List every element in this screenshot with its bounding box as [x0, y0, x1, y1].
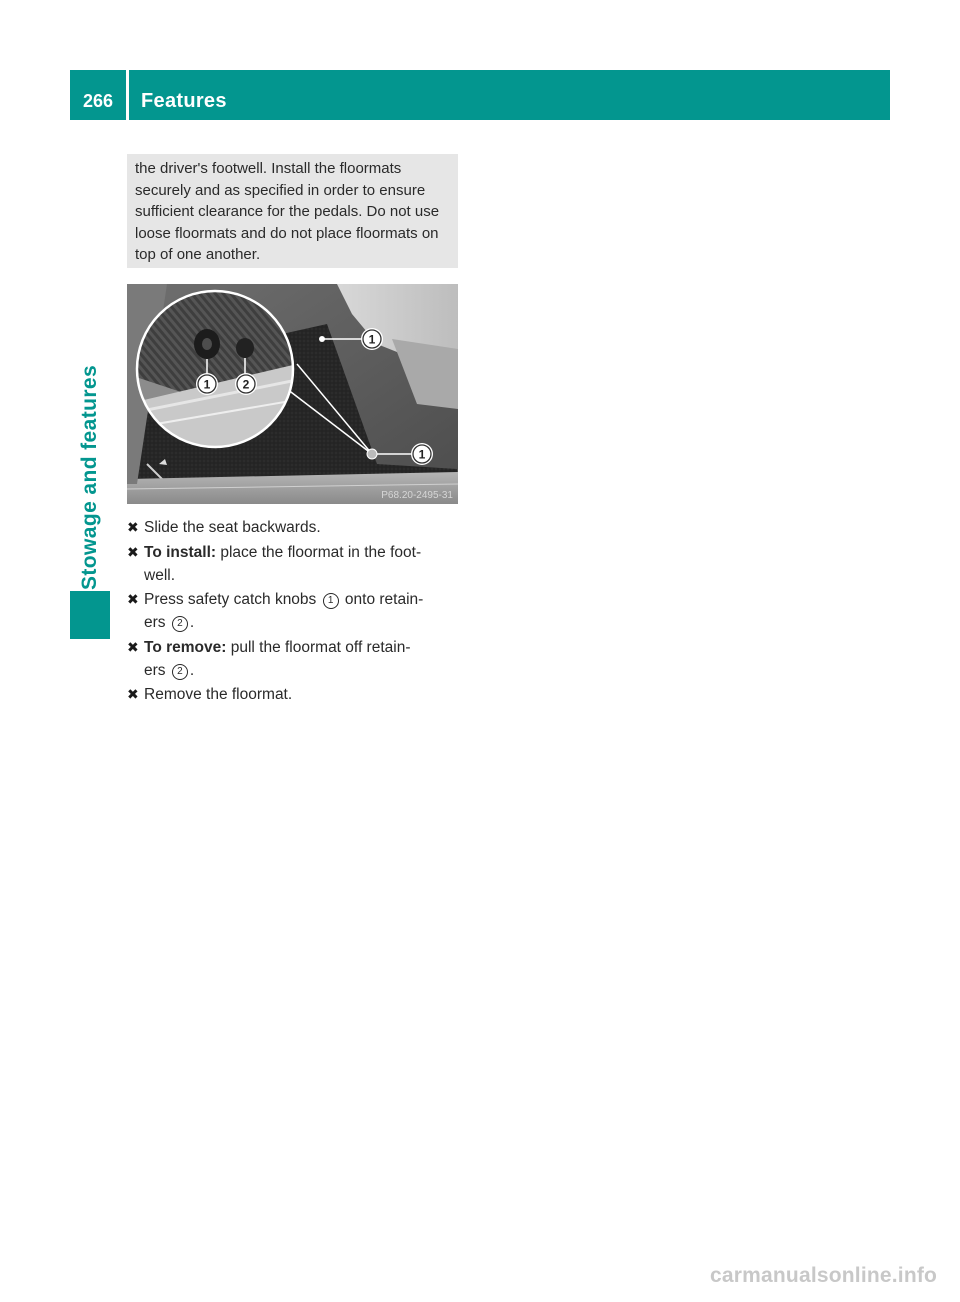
instruction-list: [127, 516, 462, 708]
arrow-bullet-icon: ✖: [127, 591, 139, 607]
retainer: [236, 338, 254, 358]
svg-text:1: 1: [368, 332, 376, 347]
step-remove-floormat: ✖ Remove the floormat.: [127, 683, 462, 706]
callout-1c: [411, 443, 433, 465]
step-label: To remove:: [144, 638, 227, 656]
arrow-bullet-icon: ✖: [127, 543, 139, 560]
warning-text: the driver's footwell. Install the floormats securely and as specified in order to ensure sufficient clearance for the pedals. Do not use loose floormats and do not place floormats on top of one another.: [135, 160, 440, 263]
arrow-bullet-icon: ✖: [127, 686, 139, 702]
step-install: ✖ To install: place the floormat in the foot- well.: [127, 541, 462, 587]
arrow-bullet-icon: ✖: [127, 519, 139, 535]
floormat-illustration: [127, 284, 458, 504]
watermark: carmanualsonline.info: [710, 1264, 938, 1287]
callout-ref-1: 1: [323, 593, 339, 609]
side-tab-label: Stowage and features: [78, 364, 101, 590]
svg-text:1: 1: [203, 377, 211, 392]
callout-ref-2: 2: [172, 664, 188, 680]
svg-text:2: 2: [242, 377, 250, 392]
step-press-knobs: ✖ Press safety catch knobs 1 onto retain- ers 2 .: [127, 588, 462, 634]
side-tab-marker: [70, 591, 110, 639]
svg-text:1: 1: [418, 447, 426, 462]
callout-ref-2: 2: [172, 616, 188, 632]
section-title: Features: [141, 90, 227, 112]
figure-code: P68.20-2495-31: [381, 490, 453, 501]
page-number: 266: [82, 91, 114, 111]
step-label: To install:: [144, 543, 217, 561]
step-slide-seat: ✖ Slide the seat backwards.: [127, 516, 462, 539]
callout-1b: [361, 328, 383, 350]
callout-1a: [196, 373, 218, 395]
step-remove: ✖ To remove: pull the floormat off retain- ers 2 .: [127, 636, 462, 682]
callout-2: [235, 373, 257, 395]
header-divider: [126, 70, 129, 120]
floormat-photo: [127, 284, 458, 504]
arrow-bullet-icon: ✖: [127, 638, 139, 655]
